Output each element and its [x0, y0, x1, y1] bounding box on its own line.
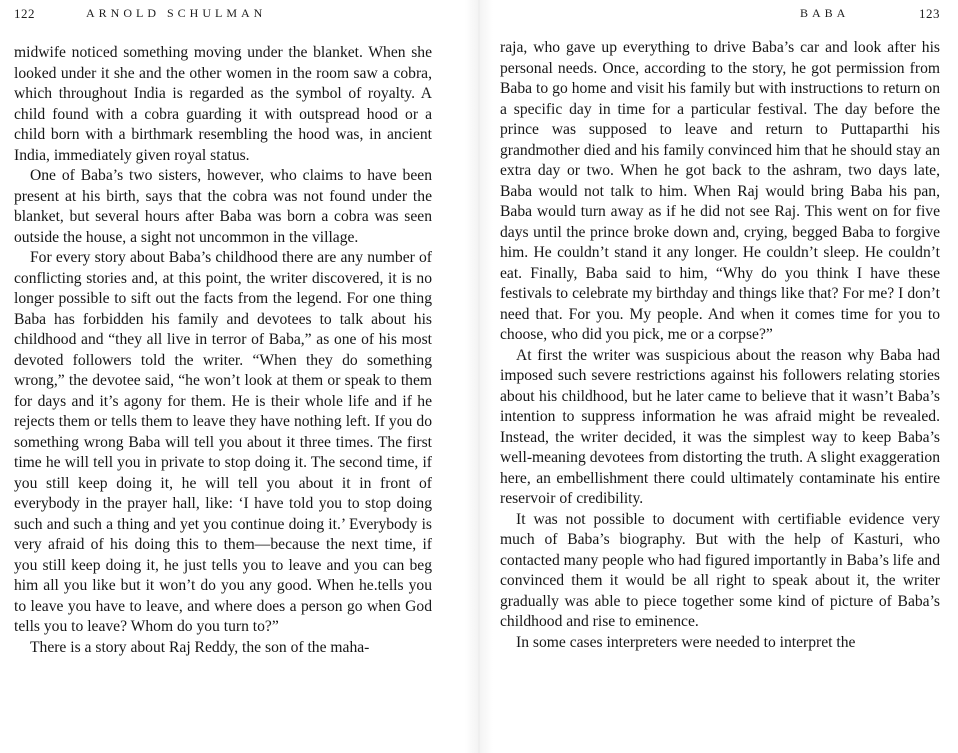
right-page	[480, 0, 958, 753]
paragraph: One of Baba’s two sisters, however, who claims to have been present at his birth, says that the cobra was not found under the blanket, but several hours after Baba was born a cobra was seen outside the house, a sight not uncommon in the village.	[14, 167, 432, 246]
right-running-head: BABA	[800, 6, 850, 20]
paragraph: raja, who gave up everything to drive Baba’s car and look after his personal needs. Once, according to the story, he got permission from Baba to go home and visit his family but with instructions to return on a specific day in time for a particular festival. The day before the prince was supposed to leave and return to Puttaparthi his grandmother died and his family convinced him that he should stay an extra day or two. When he got back to the ashram, two days late, Baba would not talk to him. When Raj would bring Baba his pan, Baba would turn away as if he did not see Raj. This went on for five days until the prince broke down and, crying, begged Baba to forgive him. He couldn’t stand it any longer. He couldn’t sleep. He couldn’t eat. Finally, Baba said to him, “Why do you think I have these festivals to celebrate my birthday and things like that? For me? I don’t need that. For you. My people. And when it comes time for you to choose, who did you pick, me or a corpse?”	[500, 39, 940, 343]
left-page-number: 122	[14, 6, 35, 21]
right-page-header	[500, 6, 940, 26]
left-running-head: ARNOLD SCHULMAN	[86, 6, 267, 20]
paragraph: There is a story about Raj Reddy, the son of the maha-	[30, 638, 370, 656]
paragraph: midwife noticed something moving under the blanket. When she looked under it she and the other women in the room saw a cobra, which throughout India is regarded as the symbol of royalty. A child found with a cobra guarding it with outspread hood or a child born with a birthmark resembling the hood was, in ancient India, immediately given royal status.	[14, 44, 432, 164]
paragraph: It was not possible to document with certifiable evidence very much of Baba’s biography. But with the help of Kasturi, who contacted many people who had figured importantly in Baba’s life and convinced them it would be all right to speak about it, the writer gradually was able to piece together some kind of picture of Baba’s childhood and rise to eminence.	[500, 510, 940, 630]
left-body-text	[14, 43, 432, 658]
paragraph: In some cases interpreters were needed to interpret the	[516, 633, 856, 651]
right-page-number: 123	[919, 6, 940, 21]
left-page-header	[14, 6, 434, 26]
paragraph: At first the writer was suspicious about the reason why Baba had imposed such severe restrictions against his followers relating stories about his childhood, but he later came to believe that it wasn’t Baba’s intention to suppress information he was afraid might be revealed. Instead, the writer decided, it was the simplest way to keep Baba’s well-meaning devotees from distorting the truth. A slight exaggeration here, an embellishment there could ultimately contaminate his entire reservoir of credibility.	[500, 346, 940, 507]
right-body-text	[500, 38, 940, 653]
paragraph: For every story about Baba’s childhood there are any number of conflicting stories and, at this point, the writer discovered, it is no longer possible to sift out the facts from the legend. For one thing Baba has forbidden his family and devotees to talk about his childhood and “they all live in terror of Baba,” as one of his most devoted followers told the writer. “When they do something wrong,” the devotee said, “he won’t look at them or speak to them for days and it’s agony for them. He is their whole life and if he rejects them or tells them to leave they have nothing left. If you do something wrong Baba will tell you about it three times. The first time he will tell you in private to stop doing it. The second time, if you still keep doing it, he will tell you about it in front of everybody in the prayer hall, like: ‘I have told you to stop doing such and such a thing and yet you continue doing it.’ Everybody is very afraid of his doing this to them—because the next time, if you still keep doing it, he just tells you to leave and you can beg him all you like but it won’t do you any good. When he.tells you to leave you have to leave, and where does a person go when God tells you to leave? Whom do you turn to?”	[14, 249, 432, 635]
